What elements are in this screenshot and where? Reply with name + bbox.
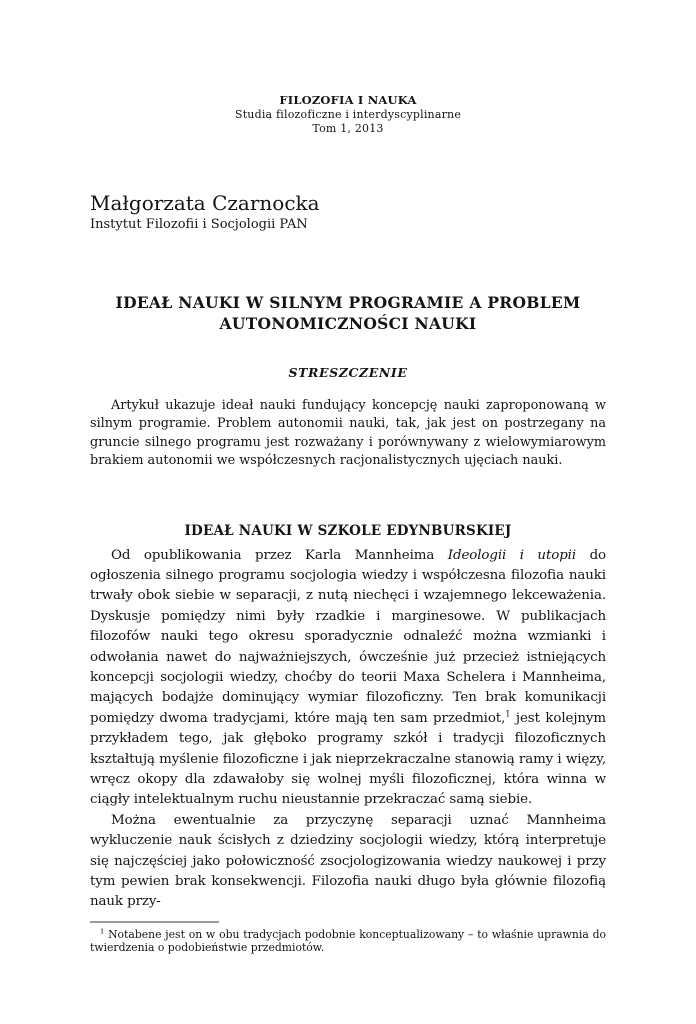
journal-name: FILOZOFIA I NAUKA xyxy=(279,93,417,107)
paragraph-1 xyxy=(90,546,606,811)
paragraph-1-text-end: jest kolejnym przykładem tego, jak głęboko programy szkół i tradycji filozoficznych kształtują myślenie filozoficzne i jak nieprzekraczalne stanowią ramy i więzy, wręcz okopy dla zdawałoby się wolnej myśli filozoficznej, która winna w ciągły intelektualnym ruchu nieustannie przekraczać samą siebie. xyxy=(90,710,606,808)
abstract-heading: STRESZCZENIE xyxy=(288,364,408,380)
book-title-italic: Ideologii i utopii xyxy=(447,547,577,563)
footnote-marker: 1 xyxy=(100,927,105,936)
author-block xyxy=(90,191,606,233)
footnote-separator-rule xyxy=(90,921,219,923)
footnote xyxy=(90,928,606,955)
journal-header xyxy=(90,93,606,137)
article-title: IDEAŁ NAUKI W SILNYM PROGRAMIE A PROBLEM AUTONOMICZNOŚCI NAUKI xyxy=(115,292,581,333)
paragraph-1-text-start: Od opublikowania przez Karla Mannheima xyxy=(111,547,448,563)
journal-volume: Tom 1, 2013 xyxy=(312,122,384,135)
section-heading: IDEAŁ NAUKI W SZKOLE EDYNBURSKIEJ xyxy=(184,522,512,539)
paragraph-2: Można ewentualnie za przyczynę separacji uznać Mannheima wykluczenie nauk ścisłych z dziedziny socjologii wiedzy, którą interpretuje się najczęściej jako połowiczność zsocjologizowania wiedzy naukowej i przy tym pewien brak konsekwencji. Filozofia nauki długo była głównie filozofią nauk przy- xyxy=(90,812,606,910)
abstract-text: Artykuł ukazuje ideał nauki fundujący koncepcję nauki zaproponowaną w silnym programie. Problem autonomii nauki, tak, jak jest on postrzegany na gruncie silnego programu jest rozważany i porównywany z wielowymiarowym brakiem autonomii we współczesnych racjonalistycznych ujęciach nauki. xyxy=(90,397,606,468)
footnote-text: Notabene jest on w obu tradycjach podobnie konceptualizowany – to właśnie uprawnia do twierdzenia o podobieństwie przedmiotów. xyxy=(90,927,606,955)
journal-subtitle: Studia filozoficzne i interdyscyplinarne xyxy=(234,107,462,121)
paragraph-1-text-middle: do ogłoszenia silnego programu socjologia wiedzy i współczesna filozofia nauki trwały obok siebie w separacji, z nutą niechęci i wzajemnego lekceważenia. Dyskusje pomiędzy nimi były rzadkie i marginesowe. W publikacjach filozofów nauki tego okresu sporadycznie odnaleźć można wzmianki i odwołania nawet do najważniejszych, ówcześnie już przecież istniejących koncepcji socjologii wiedzy, choćby do teorii Maxa Schelera i Mannheima, mających bodajże dominujący wymiar filozoficzny. Ten brak komunikacji pomiędzy dwoma tradycjami, które mają ten sam przedmiot, xyxy=(90,547,607,726)
footnote-ref-marker: 1 xyxy=(505,708,511,719)
author-affiliation: Instytut Filozofii i Socjologii PAN xyxy=(90,216,308,232)
author-name: Małgorzata Czarnocka xyxy=(90,190,320,215)
